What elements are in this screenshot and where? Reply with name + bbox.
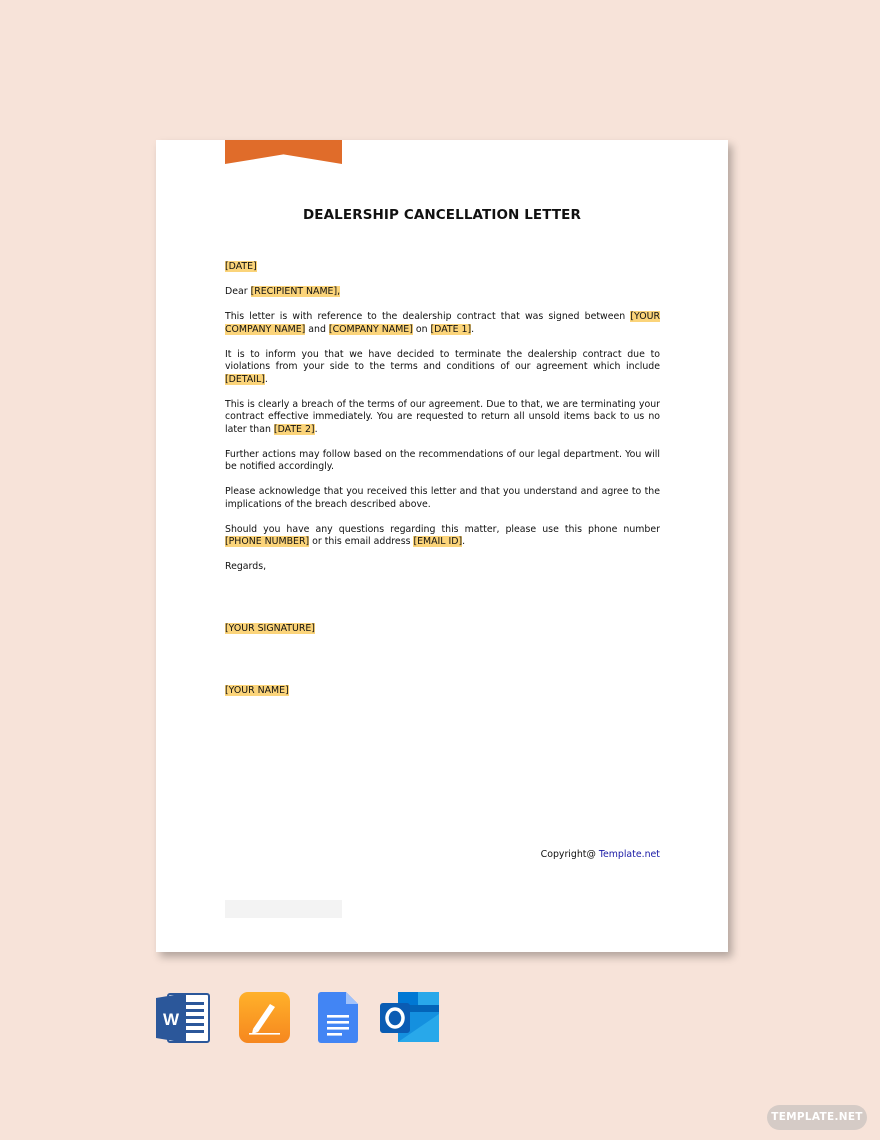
salutation-prefix: Dear bbox=[225, 286, 248, 297]
salutation bbox=[225, 286, 660, 299]
document-title: DEALERSHIP CANCELLATION LETTER bbox=[303, 207, 581, 223]
date-line bbox=[225, 261, 660, 274]
paragraph-5: Please acknowledge that you received this letter and that you understand and agree to the implications of the breach described above. bbox=[225, 486, 660, 510]
p2-end: . bbox=[264, 373, 268, 385]
recipient-placeholder: [RECIPIENT NAME], bbox=[250, 286, 341, 297]
p1-on: on bbox=[415, 323, 428, 335]
p1-end: . bbox=[471, 323, 475, 335]
copyright-link[interactable]: Template.net bbox=[598, 849, 660, 860]
paragraph-2 bbox=[225, 349, 660, 387]
date1-placeholder: [DATE 1] bbox=[430, 323, 472, 335]
footer-accent-tab bbox=[225, 900, 342, 918]
detail-placeholder: [DETAIL] bbox=[225, 373, 265, 385]
company-placeholder: [COMPANY NAME] bbox=[328, 323, 413, 335]
header-accent-tab bbox=[225, 140, 342, 164]
paragraph-6 bbox=[225, 524, 660, 549]
p6-mid: or this email address bbox=[312, 536, 411, 547]
p3-end: . bbox=[314, 423, 318, 435]
p3-text: This is clearly a breach of the terms of our agreement. Due to that, we are terminating your contract effective immediately. You are requested to return all unsold items back to us no later than bbox=[225, 398, 660, 435]
template-net-badge[interactable]: TEMPLATE.NET bbox=[767, 1105, 867, 1130]
p1-text: This letter is with reference to the dealership contract that was signed between bbox=[225, 311, 626, 322]
pages-icon[interactable] bbox=[239, 992, 290, 1043]
letter-body bbox=[225, 261, 660, 710]
paragraph-4: Further actions may follow based on the recommendations of our legal department. You will be notified accordingly. bbox=[225, 448, 660, 472]
p1-and: and bbox=[308, 323, 326, 335]
p2-text: It is to inform you that we have decided to terminate the dealership contract due to violations from your side to the terms and conditions of our agreement which include bbox=[225, 348, 660, 372]
your-company-placeholder: [YOUR COMPANY NAME] bbox=[225, 311, 660, 335]
p6-text: Should you have any questions regarding this matter, please use this phone number bbox=[225, 523, 660, 535]
copyright-prefix: Copyright@ bbox=[540, 849, 596, 860]
signature-line bbox=[225, 623, 660, 636]
svg-text:W: W bbox=[162, 1010, 180, 1029]
email-placeholder: [EMAIL ID] bbox=[413, 536, 463, 547]
signature-placeholder: [YOUR SIGNATURE] bbox=[225, 623, 315, 634]
outlook-icon[interactable] bbox=[380, 992, 440, 1042]
closing: Regards, bbox=[225, 561, 267, 572]
google-docs-icon[interactable] bbox=[318, 992, 358, 1043]
paragraph-1 bbox=[225, 311, 660, 336]
word-icon[interactable] bbox=[156, 992, 210, 1044]
date2-placeholder: [DATE 2] bbox=[273, 423, 315, 435]
copyright bbox=[541, 849, 660, 860]
paragraph-3 bbox=[225, 399, 660, 437]
document-page bbox=[156, 140, 728, 952]
name-line bbox=[225, 685, 660, 698]
phone-placeholder: [PHONE NUMBER] bbox=[225, 536, 310, 547]
name-placeholder: [YOUR NAME] bbox=[225, 685, 289, 696]
date-placeholder: [DATE] bbox=[225, 261, 257, 272]
p6-end: . bbox=[462, 536, 466, 547]
